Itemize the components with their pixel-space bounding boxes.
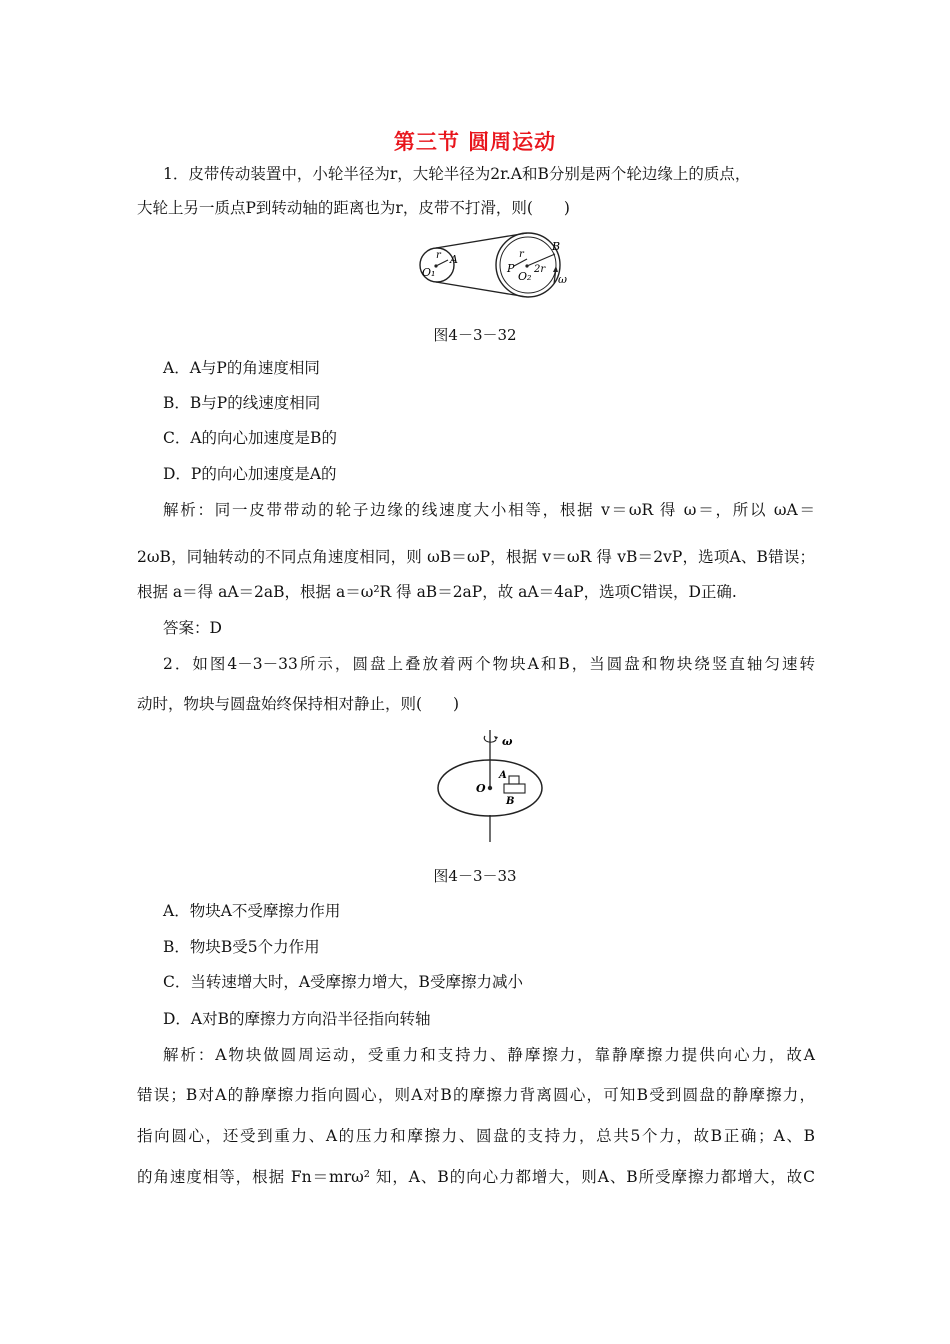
q2-figure-caption: 图4－3－33 bbox=[433, 867, 517, 885]
p-radius bbox=[514, 259, 527, 266]
q2-option-b: B．物块B受5个力作用 bbox=[163, 938, 320, 956]
q2-option-d: D．A对B的摩擦力方向沿半径指向转轴 bbox=[163, 1010, 431, 1028]
q2-analysis-line-3: 指向圆心，还受到重力、A的压力和摩擦力、圆盘的支持力，总共5个力，故B正确；A、B bbox=[137, 1127, 815, 1145]
q2-analysis-line-1: 解析：A物块做圆周运动，受重力和支持力、静摩擦力，靠静摩擦力提供向心力，故A bbox=[163, 1046, 815, 1064]
belt-bottom bbox=[436, 282, 527, 297]
q2-stem-line-2: 动时，物块与圆盘始终保持相对静止，则( ) bbox=[137, 695, 460, 713]
q1-analysis-line-1: 解析：同一皮带带动的轮子边缘的线速度大小相等，根据 v＝ωR 得 ω＝，所以 ωA＝ bbox=[163, 501, 815, 519]
label-a: A bbox=[499, 770, 507, 781]
label-o: O bbox=[476, 782, 486, 795]
belt-pulley-figure bbox=[410, 228, 580, 300]
q1-analysis-line-3: 根据 a＝得 aA＝2aB，根据 a＝ω²R 得 aB＝2aP，故 aA＝4aP，选项C错误，D正确. bbox=[137, 583, 737, 601]
label-o1: O₁ bbox=[422, 266, 436, 279]
q2-option-c: C．当转速增大时，A受摩擦力增大，B受摩擦力减小 bbox=[163, 973, 523, 991]
label-omega: ω bbox=[558, 273, 567, 286]
page-title: 第三节 圆周运动 bbox=[393, 130, 557, 154]
q2-stem-line-1: 2．如图4－3－33所示，圆盘上叠放着两个物块A和B，当圆盘和物块绕竖直轴匀速转 bbox=[163, 655, 815, 673]
label-r-big: r bbox=[519, 249, 524, 260]
rotating-disk-figure bbox=[430, 728, 550, 844]
label-o2: O₂ bbox=[518, 270, 532, 283]
q1-option-d: D．P的向心加速度是A的 bbox=[163, 465, 337, 483]
q1-stem-line-2: 大轮上另一质点P到转动轴的距离也为r，皮带不打滑，则( ) bbox=[137, 199, 570, 217]
belt-top bbox=[436, 233, 527, 248]
label-2r: 2r bbox=[534, 264, 546, 275]
q2-analysis-line-4: 的角速度相等，根据 Fn＝mrω² 知，A、B的向心力都增大，则A、B所受摩擦力都增大，故C bbox=[137, 1168, 815, 1186]
q2-option-a: A．物块A不受摩擦力作用 bbox=[163, 902, 341, 920]
q1-stem-line-1: 1．皮带传动装置中，小轮半径为r，大轮半径为2r.A和B分别是两个轮边缘上的质点， bbox=[163, 165, 751, 183]
label-p: P bbox=[507, 262, 515, 275]
block-a bbox=[509, 776, 519, 784]
center-point bbox=[488, 786, 492, 790]
q1-option-c: C．A的向心加速度是B的 bbox=[163, 429, 337, 447]
label-r-small: r bbox=[436, 250, 441, 261]
q1-figure-caption: 图4－3－32 bbox=[433, 326, 517, 344]
block-b bbox=[504, 784, 525, 793]
q2-analysis-line-2: 错误；B对A的静摩擦力指向圆心，则A对B的摩擦力背离圆心，可知B受到圆盘的静摩擦力， bbox=[137, 1086, 815, 1104]
label-omega: ω bbox=[502, 735, 513, 748]
label-a: A bbox=[450, 253, 458, 266]
q1-answer: 答案：D bbox=[163, 619, 222, 637]
q1-option-a: A．A与P的角速度相同 bbox=[163, 359, 320, 377]
q1-option-b: B．B与P的线速度相同 bbox=[163, 394, 321, 412]
q1-analysis-line-2: 2ωB，同轴转动的不同点角速度相同，则 ωB＝ωP，根据 v＝ωR 得 vB＝2vP，选项A、B错误； bbox=[137, 548, 815, 566]
label-b: B bbox=[506, 796, 515, 807]
label-b: B bbox=[552, 240, 561, 253]
